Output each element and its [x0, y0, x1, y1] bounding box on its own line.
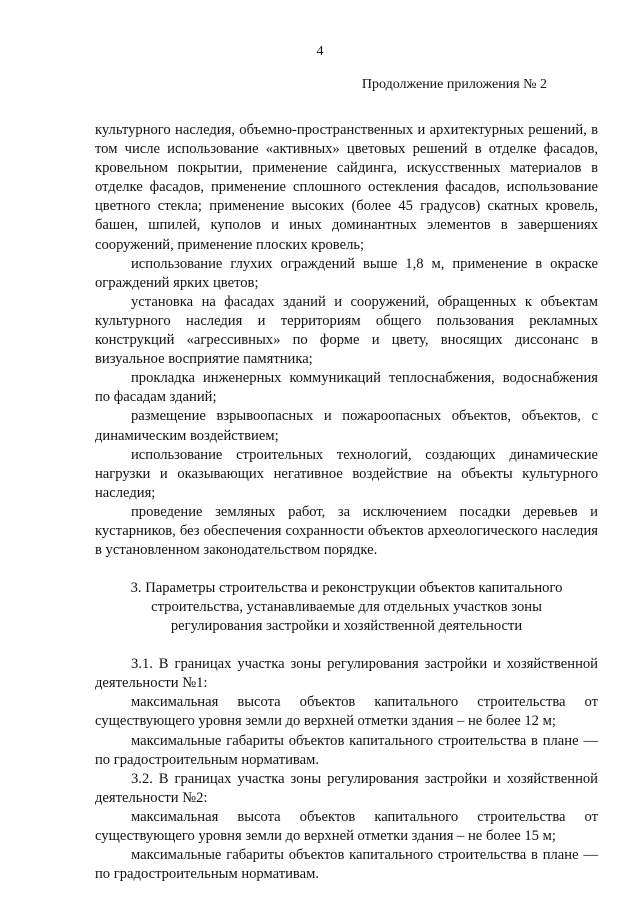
paragraph: размещение взрывоопасных и пожароопасных объектов, объектов, с динамическим воздействием; [95, 408, 598, 444]
section-heading [95, 579, 598, 636]
paragraph: максимальные габариты объектов капитального строительства в плане — по градостроительным нормативам. [95, 732, 598, 768]
section-heading-line: регулирования застройки и хозяйственной деятельности [170, 618, 523, 635]
paragraph: культурного наследия, объемно-пространственных и архитектурных решений, в том числе использование «активных» цветовых решений в отделке фасадов, кровельном покрытии, применение сайдинга, искусственных материалов в отделке фасадов, применение сплошного остекления фасадов, использование цветного стекла; применение высоких (более 45 градусов) скатных кровель, башен, шпилей, куполов и иных доминантных элементов в завершениях сооружений, применение плоских кровель; [95, 122, 598, 253]
paragraph: прокладка инженерных коммуникаций теплоснабжения, водоснабжения по фасадам зданий; [95, 370, 598, 406]
appendix-continuation-note: Продолжение приложения № 2 [361, 77, 547, 92]
paragraph: максимальная высота объектов капитального строительства от существующего уровня земли до верхней отметки здания – не более 12 м; [95, 694, 598, 730]
paragraph: установка на фасадах зданий и сооружений, обращенных к объектам культурного наследия и территориям общего пользования рекламных конструкций «агрессивных» по форме и цвету, вносящих диссонанс в визуальное восприятие памятника; [95, 293, 598, 368]
paragraph: использование глухих ограждений выше 1,8 м, применение в окраске ограждений ярких цветов; [95, 255, 598, 291]
paragraph: максимальные габариты объектов капитального строительства в плане — по градостроительным нормативам. [95, 847, 598, 883]
section-heading-line: строительства, устанавливаемые для отдельных участков зоны [151, 599, 542, 616]
page-number: 4 [316, 44, 324, 59]
document-body [95, 121, 598, 884]
paragraph: проведение земляных работ, за исключением посадки деревьев и кустарников, без обеспечения сохранности объектов археологического наследия в установленном законодательством порядке. [95, 503, 598, 559]
subsection-paragraph: 3.2. В границах участка зоны регулирования застройки и хозяйственной деятельности №2: [95, 770, 598, 806]
section-heading-line: 3. Параметры строительства и реконструкции объектов капитального [130, 580, 563, 597]
subsection-paragraph: 3.1. В границах участка зоны регулирования застройки и хозяйственной деятельности №1: [95, 656, 598, 692]
paragraph: максимальная высота объектов капитального строительства от существующего уровня земли до верхней отметки здания – не более 15 м; [95, 808, 598, 844]
paragraph: использование строительных технологий, создающих динамические нагрузки и оказывающих негативное воздействие на объекты культурного наследия; [95, 446, 598, 501]
